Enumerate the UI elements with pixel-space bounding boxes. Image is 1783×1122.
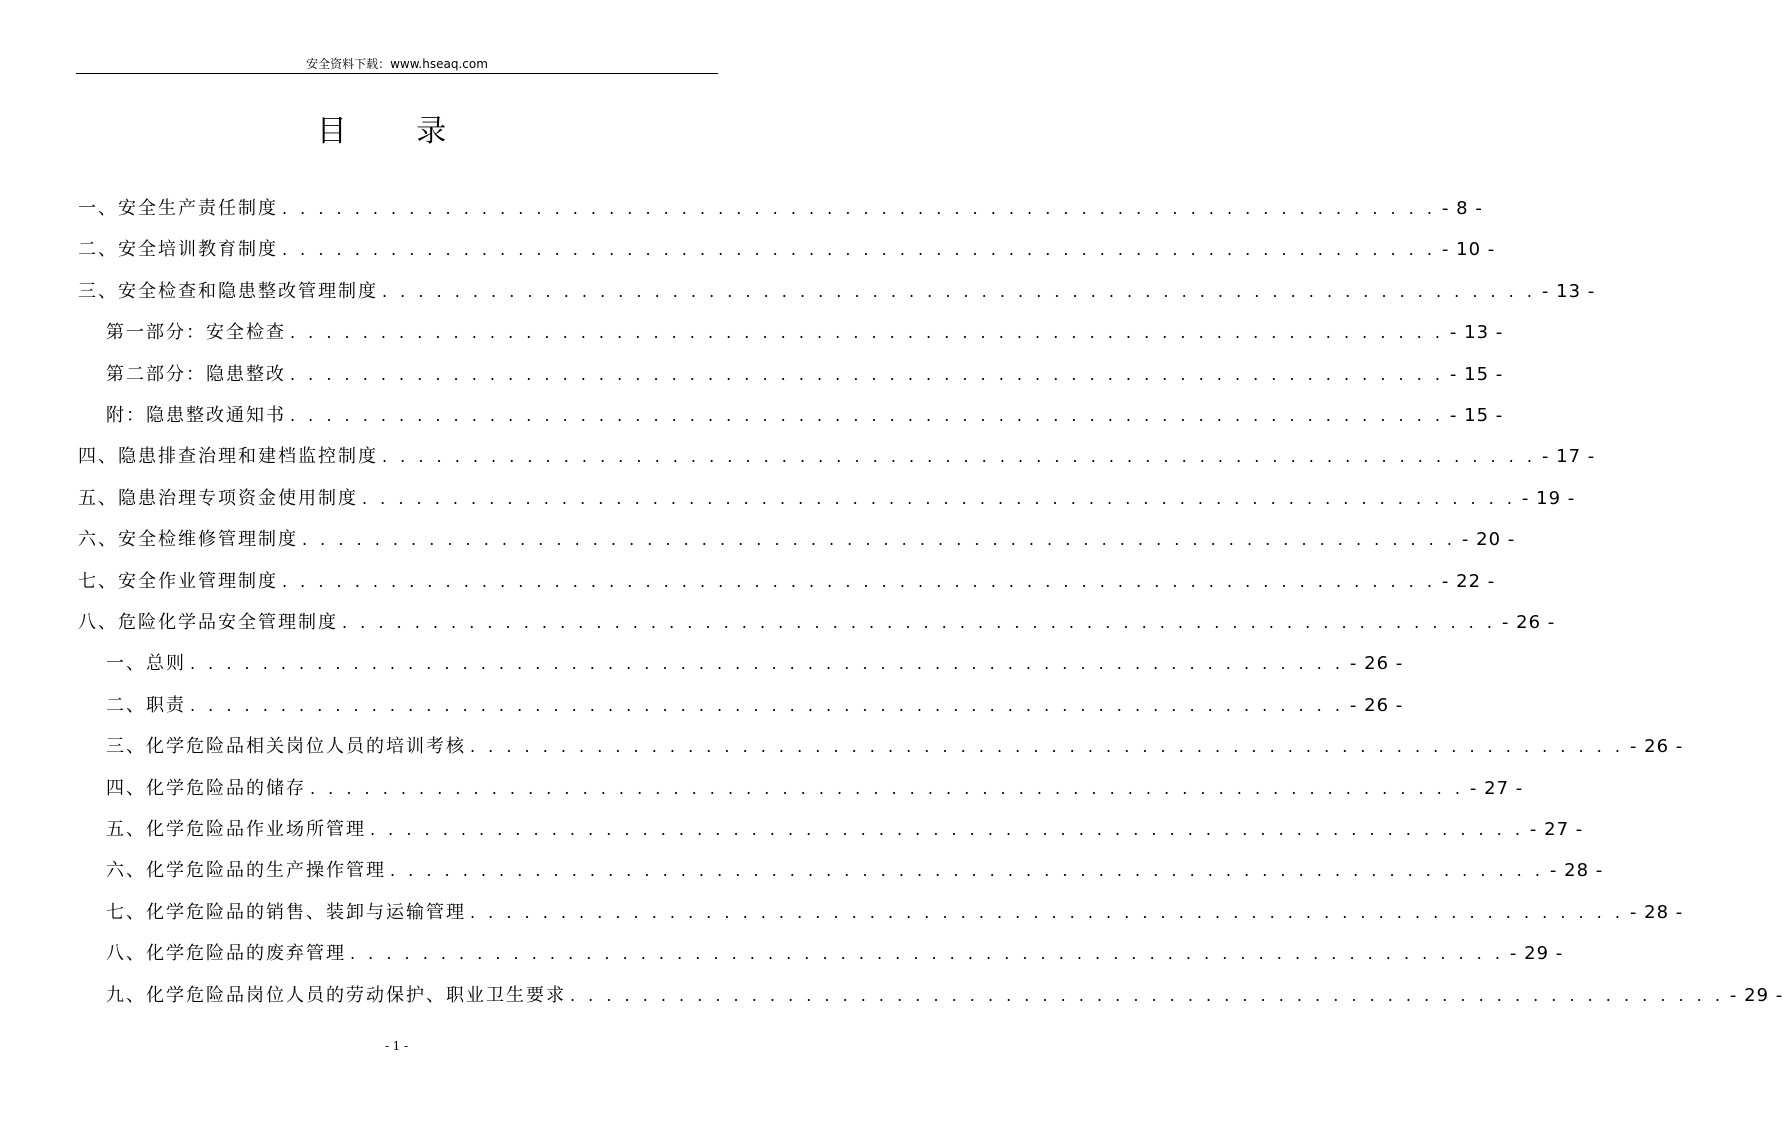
toc-entry-label: 六、化学危险品的生产操作管理 xyxy=(106,860,386,881)
toc-dot-leader: . . . . . . . . . . . . . . . . . . . . . . . . . . . . . . . . . . . . . . . . . . . . . . . . . . . . . . . . . . . . . . . . xyxy=(282,199,1436,218)
header-divider xyxy=(76,73,718,74)
toc-dot-leader: . . . . . . . . . . . . . . . . . . . . . . . . . . . . . . . . . . . . . . . . . . . . . . . . . . . . . . . . . . . . . . . . xyxy=(370,820,1524,839)
toc-entry[interactable] xyxy=(106,362,1504,388)
toc-dot-leader: . . . . . . . . . . . . . . . . . . . . . . . . . . . . . . . . . . . . . . . . . . . . . . . . . . . . . . . . . . . . . . . . xyxy=(282,240,1436,259)
toc-entry-label: 一、总则 xyxy=(106,653,186,674)
toc-entry[interactable] xyxy=(78,527,1516,553)
toc-entry-page-number: - 10 - xyxy=(1441,239,1496,260)
toc-entry-page-number: - 28 - xyxy=(1629,902,1684,923)
toc-dot-leader: . . . . . . . . . . . . . . . . . . . . . . . . . . . . . . . . . . . . . . . . . . . . . . . . . . . . . . . . . . . . . . . . xyxy=(282,572,1436,591)
toc-entry[interactable] xyxy=(106,734,1684,760)
toc-entry-label: 二、安全培训教育制度 xyxy=(78,239,278,260)
toc-dot-leader: . . . . . . . . . . . . . . . . . . . . . . . . . . . . . . . . . . . . . . . . . . . . . . . . . . . . . . . . . . . . . . . . xyxy=(290,323,1444,342)
toc-entry[interactable] xyxy=(106,320,1504,346)
toc-entry[interactable] xyxy=(106,858,1604,884)
toc-dot-leader: . . . . . . . . . . . . . . . . . . . . . . . . . . . . . . . . . . . . . . . . . . . . . . . . . . . . . . . . . . . . . . . . xyxy=(390,861,1544,880)
toc-entry-label: 一、安全生产责任制度 xyxy=(78,198,278,219)
toc-entry-page-number: - 17 - xyxy=(1541,446,1596,467)
toc-entry-label: 八、化学危险品的废弃管理 xyxy=(106,943,346,964)
toc-entry-page-number: - 13 - xyxy=(1449,322,1504,343)
page-number: - 1 - xyxy=(384,1039,409,1053)
toc-entry-label: 附：隐患整改通知书 xyxy=(106,405,286,426)
toc-dot-leader: . . . . . . . . . . . . . . . . . . . . . . . . . . . . . . . . . . . . . . . . . . . . . . . . . . . . . . . . . . . . . . . . xyxy=(310,779,1464,798)
document-title: 目 录 xyxy=(316,114,477,149)
toc-entry-page-number: - 27 - xyxy=(1469,778,1524,799)
toc-entry-label: 五、隐患治理专项资金使用制度 xyxy=(78,488,358,509)
toc-entry-page-number: - 26 - xyxy=(1349,653,1404,674)
toc-entry[interactable] xyxy=(78,569,1496,595)
toc-entry-page-number: - 19 - xyxy=(1521,488,1576,509)
toc-entry[interactable] xyxy=(106,983,1783,1009)
toc-entry-label: 第一部分：安全检查 xyxy=(106,322,286,343)
toc-entry[interactable] xyxy=(106,403,1504,429)
toc-entry-page-number: - 26 - xyxy=(1501,612,1556,633)
toc-entry-label: 八、危险化学品安全管理制度 xyxy=(78,612,338,633)
toc-entry[interactable] xyxy=(106,941,1564,967)
toc-entry-page-number: - 27 - xyxy=(1529,819,1584,840)
toc-entry[interactable] xyxy=(78,279,1596,305)
toc-entry-page-number: - 29 - xyxy=(1509,943,1564,964)
toc-entry-label: 五、化学危险品作业场所管理 xyxy=(106,819,366,840)
toc-entry-page-number: - 26 - xyxy=(1629,736,1684,757)
toc-entry-label: 三、化学危险品相关岗位人员的培训考核 xyxy=(106,736,466,757)
toc-dot-leader: . . . . . . . . . . . . . . . . . . . . . . . . . . . . . . . . . . . . . . . . . . . . . . . . . . . . . . . . . . . . . . . . xyxy=(302,530,1456,549)
toc-entry[interactable] xyxy=(106,776,1524,802)
toc-dot-leader: . . . . . . . . . . . . . . . . . . . . . . . . . . . . . . . . . . . . . . . . . . . . . . . . . . . . . . . . . . . . . . . . xyxy=(470,903,1624,922)
toc-entry[interactable] xyxy=(78,444,1596,470)
toc-entry-page-number: - 15 - xyxy=(1449,405,1504,426)
toc-entry-label: 六、安全检维修管理制度 xyxy=(78,529,298,550)
toc-entry-label: 七、化学危险品的销售、装卸与运输管理 xyxy=(106,902,466,923)
toc-entry[interactable] xyxy=(78,610,1556,636)
toc-entry-label: 四、隐患排查治理和建档监控制度 xyxy=(78,446,378,467)
toc-entry[interactable] xyxy=(106,693,1404,719)
toc-entry-label: 二、职责 xyxy=(106,695,186,716)
toc-entry-label: 七、安全作业管理制度 xyxy=(78,571,278,592)
toc-entry-label: 第二部分：隐患整改 xyxy=(106,364,286,385)
toc-entry-label: 九、化学危险品岗位人员的劳动保护、职业卫生要求 xyxy=(106,985,566,1006)
toc-entry-page-number: - 22 - xyxy=(1441,571,1496,592)
toc-entry-page-number: - 26 - xyxy=(1349,695,1404,716)
toc-entry[interactable] xyxy=(78,196,1483,222)
toc-entry[interactable] xyxy=(106,817,1584,843)
toc-entry-page-number: - 29 - xyxy=(1729,985,1783,1006)
toc-entry[interactable] xyxy=(78,486,1576,512)
page-header: 安全资料下载：www.hseaq.com xyxy=(306,57,488,71)
toc-dot-leader: . . . . . . . . . . . . . . . . . . . . . . . . . . . . . . . . . . . . . . . . . . . . . . . . . . . . . . . . . . . . . . . . xyxy=(190,696,1344,715)
toc-entry-label: 三、安全检查和隐患整改管理制度 xyxy=(78,281,378,302)
toc-dot-leader: . . . . . . . . . . . . . . . . . . . . . . . . . . . . . . . . . . . . . . . . . . . . . . . . . . . . . . . . . . . . . . . . xyxy=(382,447,1536,466)
toc-entry[interactable] xyxy=(106,900,1684,926)
toc-dot-leader: . . . . . . . . . . . . . . . . . . . . . . . . . . . . . . . . . . . . . . . . . . . . . . . . . . . . . . . . . . . . . . . . xyxy=(470,737,1624,756)
toc-dot-leader: . . . . . . . . . . . . . . . . . . . . . . . . . . . . . . . . . . . . . . . . . . . . . . . . . . . . . . . . . . . . . . . . xyxy=(350,944,1504,963)
toc-dot-leader: . . . . . . . . . . . . . . . . . . . . . . . . . . . . . . . . . . . . . . . . . . . . . . . . . . . . . . . . . . . . . . . . xyxy=(290,406,1444,425)
toc-entry[interactable] xyxy=(106,651,1404,677)
toc-dot-leader: . . . . . . . . . . . . . . . . . . . . . . . . . . . . . . . . . . . . . . . . . . . . . . . . . . . . . . . . . . . . . . . . xyxy=(362,489,1516,508)
toc-dot-leader: . . . . . . . . . . . . . . . . . . . . . . . . . . . . . . . . . . . . . . . . . . . . . . . . . . . . . . . . . . . . . . . . xyxy=(190,654,1344,673)
toc-entry-page-number: - 8 - xyxy=(1441,198,1483,219)
toc-entry[interactable] xyxy=(78,237,1496,263)
toc-entry-page-number: - 28 - xyxy=(1549,860,1604,881)
toc-entry-label: 四、化学危险品的储存 xyxy=(106,778,306,799)
toc-dot-leader: . . . . . . . . . . . . . . . . . . . . . . . . . . . . . . . . . . . . . . . . . . . . . . . . . . . . . . . . . . . . . . . . xyxy=(290,365,1444,384)
toc-dot-leader: . . . . . . . . . . . . . . . . . . . . . . . . . . . . . . . . . . . . . . . . . . . . . . . . . . . . . . . . . . . . . . . . xyxy=(342,613,1496,632)
toc-entry-page-number: - 15 - xyxy=(1449,364,1504,385)
toc-dot-leader: . . . . . . . . . . . . . . . . . . . . . . . . . . . . . . . . . . . . . . . . . . . . . . . . . . . . . . . . . . . . . . . . xyxy=(382,282,1536,301)
toc-dot-leader: . . . . . . . . . . . . . . . . . . . . . . . . . . . . . . . . . . . . . . . . . . . . . . . . . . . . . . . . . . . . . . . . xyxy=(570,986,1724,1005)
toc-entry-page-number: - 20 - xyxy=(1461,529,1516,550)
toc-entry-page-number: - 13 - xyxy=(1541,281,1596,302)
